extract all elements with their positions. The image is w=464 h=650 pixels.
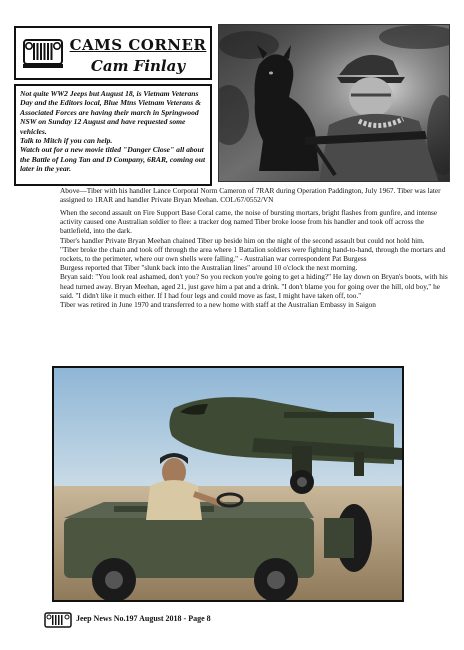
announcement-box xyxy=(14,84,212,186)
article-paragraph: "Tiber broke the chain and took off through the area where 1 Battalion soldiers were fighting hand-to-hand, through the mortars and rockets, to the perimeter, where our own shells were falling." - Australian war correspondent Pat Burgess xyxy=(60,244,446,264)
article-paragraph: Tiber's handler Private Bryan Meehan chained Tiber up beside him on the night of the second assault but could not hold him. xyxy=(60,235,425,245)
article-body xyxy=(60,208,454,309)
jeep-grille-icon xyxy=(22,32,64,72)
page-footer: Jeep News No.197 August 2018 - Page 8 xyxy=(76,614,211,623)
article-paragraph: Bryan said: "You look real ashamed, don't you? So you reckon you're going to get a hiding?" He lay down on Bryan's boots, with his head turned away. Bryan Meehan, aged 21, just gave him a pat and a drink. "I don't blame you for going over the hill, old boy," he said. "I didn't like it much either. If I had four legs and could move as fast, I might have taken off, too." xyxy=(60,272,448,300)
article-paragraph: Tiber was retired in June 1970 and transferred to a new home with staff at the Australian Embassy in Saigon xyxy=(60,300,376,310)
article-paragraph: Burgess reported that Tiber "slunk back into the Australian lines" around 10 o'clock the next morning. xyxy=(60,263,358,273)
column-title: CAMS CORNER xyxy=(69,36,207,54)
jeep-grille-icon xyxy=(44,610,72,630)
article-paragraph: When the second assault on Fire Support Base Coral came, the noise of bursting mortars, bright flashes from gunfire, and intense activity caused one Australian soldier to flee: a tracker dog named Tiber broke loose from his handler and took off across the battlefield, into the dark. xyxy=(60,208,438,236)
jeep-and-aircraft-photo xyxy=(52,366,404,602)
note-line: Not quite WW2 Jeeps but August 18, is Vietnam Veterans Day and the Editors local, Blue Mtns Vietnam Veterans & Associated Forces are having their march in Springwood NSW on Sunday 12 August and have requested some vehicles. xyxy=(20,89,202,136)
note-line: Talk to Mitch if you can help. xyxy=(20,136,113,146)
column-author: Cam Finlay xyxy=(90,57,186,75)
photo-caption: Above—Tiber with his handler Lance Corporal Norm Cameron of 7RAR during Operation Paddington, July 1967. Tiber was later assigned to 1RAR and handler Private Bryan Meehan. COL/67/0552/VN xyxy=(60,186,441,205)
note-line: Watch out for a new movie titled "Danger Close" all about the Battle of Long Tan and D Company, 6RAR, coming out later in the year. xyxy=(20,145,206,174)
soldier-with-dog-photo xyxy=(218,24,450,182)
